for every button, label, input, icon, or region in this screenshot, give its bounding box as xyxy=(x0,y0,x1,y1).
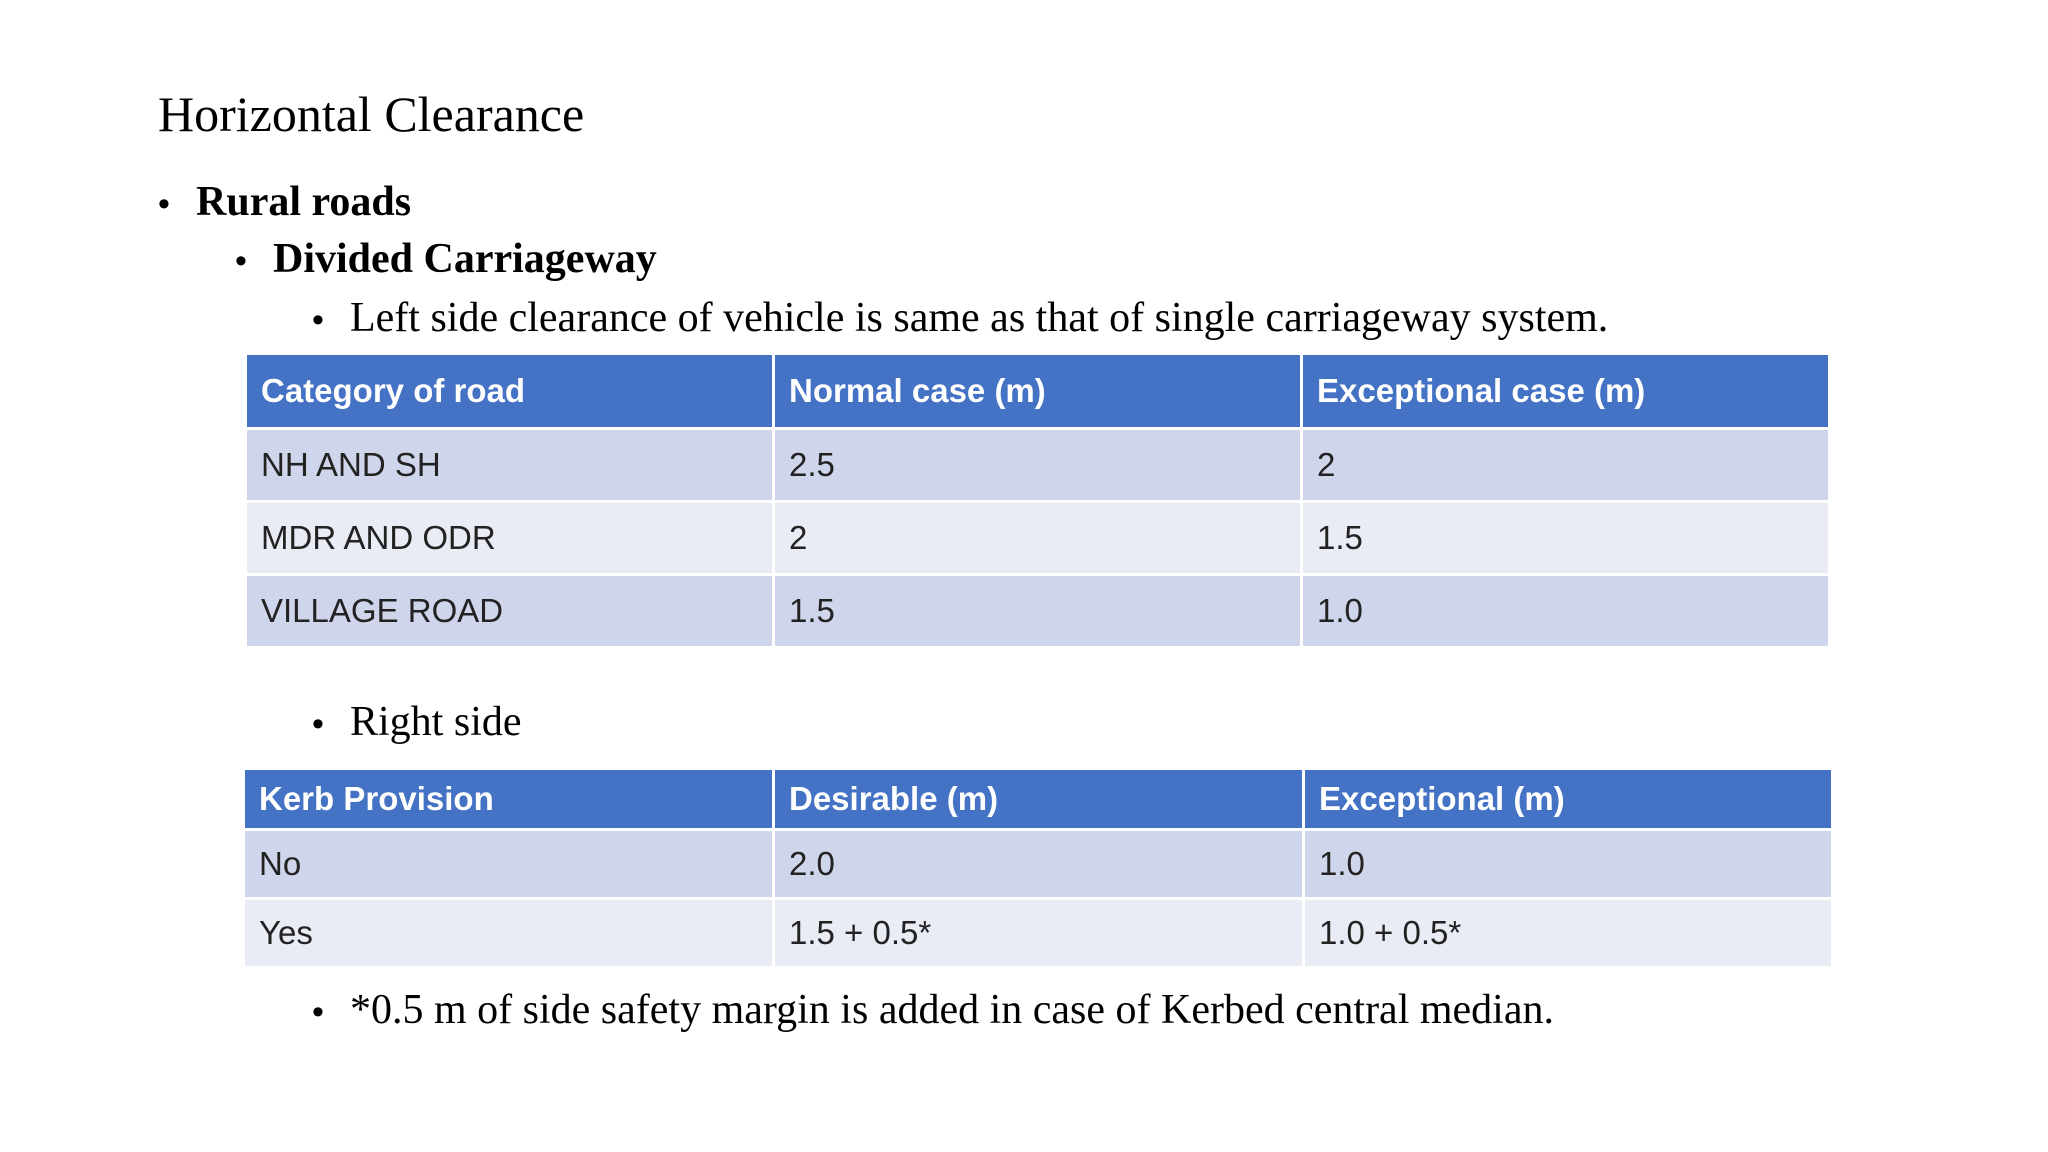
table-cell: 1.0 + 0.5* xyxy=(1304,899,1833,968)
bullet-dot: • xyxy=(312,705,324,743)
right-clearance-table xyxy=(242,767,1834,969)
bullet-right-side xyxy=(312,696,522,750)
table-cell: VILLAGE ROAD xyxy=(246,575,774,648)
table-cell: 2.5 xyxy=(774,429,1302,502)
table-cell: 1.5 xyxy=(1302,502,1830,575)
table-cell: Yes xyxy=(244,899,774,968)
table-cell: 1.5 xyxy=(774,575,1302,648)
bullet-text: Divided Carriageway xyxy=(273,236,657,282)
bullet-rural-roads xyxy=(158,176,411,230)
bullet-footnote xyxy=(312,984,1554,1038)
bullet-text: *0.5 m of side safety margin is added in case of Kerbed central median. xyxy=(350,987,1554,1033)
table-row xyxy=(246,502,1830,575)
bullet-dot: • xyxy=(312,301,324,339)
table-cell: NH AND SH xyxy=(246,429,774,502)
table-cell: MDR AND ODR xyxy=(246,502,774,575)
header-desirable: Desirable (m) xyxy=(774,769,1304,830)
table-cell: 2 xyxy=(774,502,1302,575)
left-clearance-table xyxy=(244,352,1831,649)
slide-title: Horizontal Clearance xyxy=(158,86,585,142)
table-row xyxy=(244,899,1833,968)
bullet-left-side-note xyxy=(312,292,1608,346)
table-cell: No xyxy=(244,830,774,899)
table-cell: 2 xyxy=(1302,429,1830,502)
table-row xyxy=(246,575,1830,648)
table-cell: 1.0 xyxy=(1302,575,1830,648)
bullet-dot: • xyxy=(235,242,247,280)
bullet-text: Left side clearance of vehicle is same as that of single carriageway system. xyxy=(350,295,1609,341)
table-row xyxy=(244,830,1833,899)
bullet-dot: • xyxy=(158,185,170,223)
table-header-row xyxy=(246,354,1830,429)
header-normal-case: Normal case (m) xyxy=(774,354,1302,429)
table-cell: 2.0 xyxy=(774,830,1304,899)
table-cell: 1.5 + 0.5* xyxy=(774,899,1304,968)
bullet-divided-carriageway xyxy=(235,233,657,287)
table-header-row xyxy=(244,769,1833,830)
table-row xyxy=(246,429,1830,502)
bullet-text: Right side xyxy=(350,699,522,745)
header-kerb-provision: Kerb Provision xyxy=(244,769,774,830)
table-cell: 1.0 xyxy=(1304,830,1833,899)
header-exceptional-case: Exceptional case (m) xyxy=(1302,354,1830,429)
bullet-text: Rural roads xyxy=(196,179,412,225)
header-category: Category of road xyxy=(246,354,774,429)
bullet-dot: • xyxy=(312,993,324,1031)
header-exceptional: Exceptional (m) xyxy=(1304,769,1833,830)
